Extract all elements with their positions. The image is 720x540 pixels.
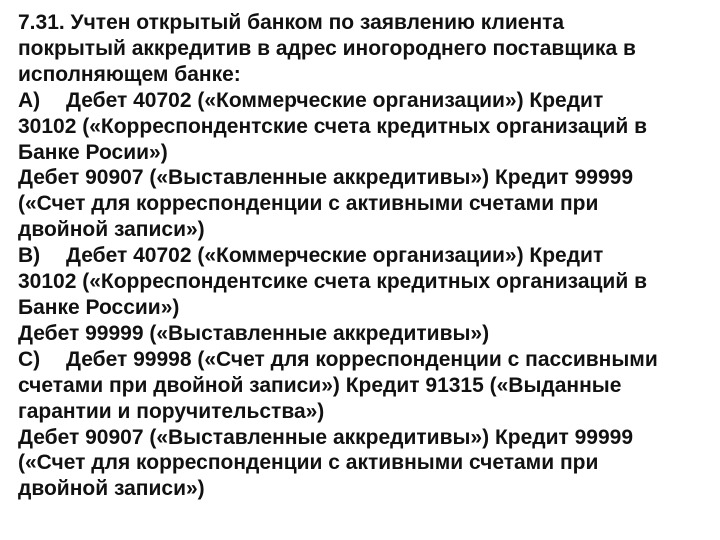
option-b xyxy=(18,243,708,347)
option-line: Дебет 90907 («Выставленные аккредитивы») Кредит 99999 xyxy=(18,166,634,190)
option-text: Дебет 40702 («Коммерческие организации») Кредит xyxy=(66,244,604,268)
option-line: («Счет для корреспонденции с активными счетами при xyxy=(18,192,599,216)
option-line: 30102 («Корреспондентские счета кредитных организаций в xyxy=(18,114,647,138)
option-first-line xyxy=(18,88,708,114)
option-letter: А) xyxy=(18,88,41,112)
option-line: Банке Росии») xyxy=(18,140,168,164)
question-line: покрытый аккредитив в адрес иногороднего поставщика в xyxy=(18,36,636,60)
question-line: 7.31. Учтен открытый банком по заявлению клиента xyxy=(18,11,565,34)
option-line: двойной записи») xyxy=(18,218,205,242)
option-a xyxy=(18,88,708,243)
question-text xyxy=(18,10,708,88)
option-c xyxy=(18,347,708,502)
option-line: Банке России») xyxy=(18,295,180,319)
option-line: счетами при двойной записи») Кредит 91315 («Выданные xyxy=(18,373,622,397)
document-page xyxy=(18,10,708,502)
option-text: Дебет 40702 («Коммерческие организации») Кредит xyxy=(66,88,604,112)
option-line: Дебет 90907 («Выставленные аккредитивы») Кредит 99999 xyxy=(18,425,634,449)
option-text: Дебет 99998 («Счет для корреспонденции с пассивными xyxy=(66,347,658,371)
option-letter: В) xyxy=(18,244,41,268)
option-line: двойной записи») xyxy=(18,477,205,501)
question-line: исполняющем банке: xyxy=(18,62,241,86)
option-first-line xyxy=(18,243,708,269)
option-line: гарантии и поручительства») xyxy=(18,399,325,423)
option-line: («Счет для корреспонденции с активными счетами при xyxy=(18,451,599,475)
option-line: 30102 («Корреспондентсике счета кредитных организаций в xyxy=(18,270,647,294)
option-first-line xyxy=(18,347,708,373)
option-letter: С) xyxy=(18,347,41,371)
option-line: Дебет 99999 («Выставленные аккредитивы») xyxy=(18,321,490,345)
